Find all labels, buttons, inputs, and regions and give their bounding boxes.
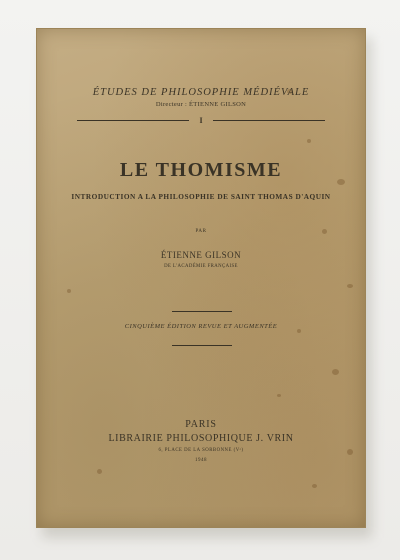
divider-edition-top <box>172 311 232 312</box>
publisher-address: 6, PLACE DE LA SORBONNE (Vᵉ) <box>158 448 244 453</box>
author-name: ÉTIENNE GILSON <box>160 250 242 260</box>
volume-number: I <box>199 115 203 125</box>
book-title: LE THOMISME <box>119 159 283 181</box>
series-title: ÉTUDES DE PHILOSOPHIE MÉDIÉVALE <box>92 87 310 98</box>
publication-year: 1948 <box>195 458 207 463</box>
author-affiliation: DE L'ACADÉMIE FRANÇAISE <box>164 264 238 269</box>
book-cover <box>36 28 366 528</box>
publisher-city: PARIS <box>185 419 217 430</box>
divider-edition-bottom <box>172 345 232 346</box>
series-director: Directeur : ÉTIENNE GILSON <box>155 101 247 108</box>
publisher-name: LIBRAIRIE PHILOSOPHIQUE J. VRIN <box>108 433 294 444</box>
book-subtitle: INTRODUCTION A LA PHILOSOPHIE DE SAINT THOMAS D'AQUIN <box>71 192 331 201</box>
divider-right <box>213 120 325 121</box>
edition-note: CINQUIÈME ÉDITION REVUE ET AUGMENTÉE <box>124 323 278 330</box>
divider-left <box>77 120 189 121</box>
volume-rule <box>77 115 325 125</box>
by-label: PAR <box>195 229 207 234</box>
